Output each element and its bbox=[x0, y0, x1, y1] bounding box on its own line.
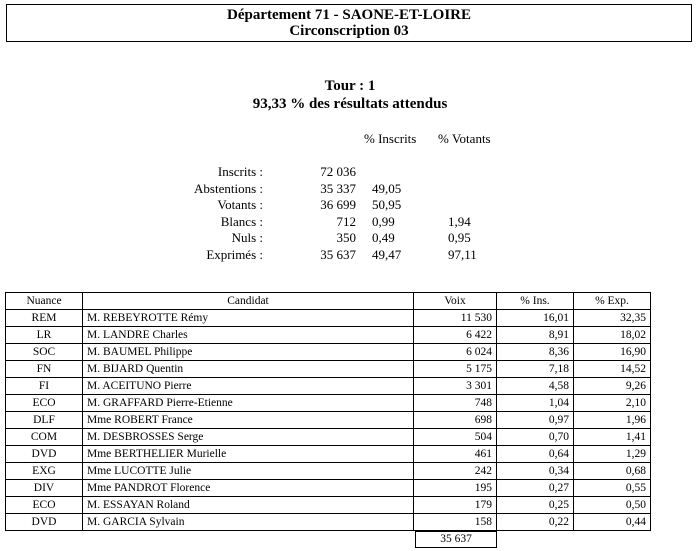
cell-pct-ins: 0,22 bbox=[497, 514, 574, 531]
cell-voix: 748 bbox=[414, 395, 497, 412]
stat-pct-inscrits: 50,95 bbox=[372, 197, 402, 212]
cell-pct-ins: 16,01 bbox=[497, 310, 574, 327]
stat-value: 72 036 bbox=[320, 164, 356, 179]
table-row bbox=[6, 463, 651, 480]
cell-candidat: Mme BERTHELIER Murielle bbox=[83, 446, 414, 463]
table-row bbox=[6, 514, 651, 531]
cell-voix: 6 422 bbox=[414, 327, 497, 344]
results-header-row bbox=[6, 293, 651, 310]
cell-voix: 179 bbox=[414, 497, 497, 514]
table-row bbox=[6, 480, 651, 497]
results-table bbox=[5, 292, 651, 531]
header-voix: Voix bbox=[414, 293, 497, 310]
table-row bbox=[6, 378, 651, 395]
stat-value: 712 bbox=[336, 213, 356, 229]
cell-nuance: LR bbox=[6, 327, 83, 344]
cell-pct-exp: 0,55 bbox=[574, 480, 651, 497]
cell-pct-exp: 1,41 bbox=[574, 429, 651, 446]
cell-voix: 3 301 bbox=[414, 378, 497, 395]
stat-value: 35 637 bbox=[320, 246, 356, 262]
table-row bbox=[6, 395, 651, 412]
cell-pct-exp: 18,02 bbox=[574, 327, 651, 344]
cell-voix: 6 024 bbox=[414, 344, 497, 361]
table-row bbox=[6, 361, 651, 378]
cell-nuance: EXG bbox=[6, 463, 83, 480]
cell-pct-ins: 1,04 bbox=[497, 395, 574, 412]
col-header-pct-inscrits: % Inscrits bbox=[364, 131, 417, 146]
cell-candidat: M. REBEYROTTE Rémy bbox=[83, 310, 414, 327]
stat-label: Votants : bbox=[217, 197, 263, 212]
cell-voix: 158 bbox=[414, 514, 497, 531]
stat-pct-inscrits: 0,99 bbox=[372, 213, 395, 229]
cell-candidat: M. GRAFFARD Pierre-Etienne bbox=[83, 395, 414, 412]
cell-nuance: ECO bbox=[6, 395, 83, 412]
cell-pct-exp: 32,35 bbox=[574, 310, 651, 327]
cell-pct-ins: 0,70 bbox=[497, 429, 574, 446]
stat-pct-inscrits: 49,05 bbox=[372, 180, 402, 196]
cell-pct-exp: 14,52 bbox=[574, 361, 651, 378]
stat-value: 35 337 bbox=[320, 180, 356, 196]
header-pct-ins: % Ins. bbox=[497, 293, 574, 310]
cell-pct-ins: 4,58 bbox=[497, 378, 574, 395]
cell-candidat: Mme ROBERT France bbox=[83, 412, 414, 429]
stat-label: Exprimés : bbox=[206, 246, 263, 262]
table-row bbox=[6, 310, 651, 327]
cell-pct-exp: 0,44 bbox=[574, 514, 651, 531]
col-header-pct-votants: % Votants bbox=[438, 131, 491, 146]
cell-nuance: SOC bbox=[6, 344, 83, 361]
stat-pct-inscrits: 0,49 bbox=[372, 230, 395, 245]
cell-candidat: M. ESSAYAN Roland bbox=[83, 497, 414, 514]
cell-pct-ins: 8,91 bbox=[497, 327, 574, 344]
cell-pct-exp: 2,10 bbox=[574, 395, 651, 412]
circonscription-title: Circonscription 03 bbox=[289, 23, 409, 39]
cell-pct-ins: 8,36 bbox=[497, 344, 574, 361]
stat-pct-votants: 0,95 bbox=[448, 230, 471, 245]
table-row bbox=[6, 446, 651, 463]
cell-candidat: M. BIJARD Quentin bbox=[83, 361, 414, 378]
cell-candidat: M. BAUMEL Philippe bbox=[83, 344, 414, 361]
cell-candidat: Mme LUCOTTE Julie bbox=[83, 463, 414, 480]
cell-pct-ins: 0,25 bbox=[497, 497, 574, 514]
table-row bbox=[6, 327, 651, 344]
header-nuance: Nuance bbox=[6, 293, 83, 310]
header-pct-exp: % Exp. bbox=[574, 293, 651, 310]
cell-nuance: FI bbox=[6, 378, 83, 395]
cell-candidat: M. ACEITUNO Pierre bbox=[83, 378, 414, 395]
stat-pct-votants: 97,11 bbox=[448, 246, 477, 262]
cell-nuance: REM bbox=[6, 310, 83, 327]
table-row bbox=[6, 497, 651, 514]
cell-candidat: M. LANDRE Charles bbox=[83, 327, 414, 344]
cell-candidat: M. DESBROSSES Serge bbox=[83, 429, 414, 446]
stat-value: 350 bbox=[336, 230, 356, 245]
table-row bbox=[6, 344, 651, 361]
cell-voix: 504 bbox=[414, 429, 497, 446]
cell-nuance: ECO bbox=[6, 497, 83, 514]
cell-pct-ins: 0,97 bbox=[497, 412, 574, 429]
cell-pct-exp: 1,96 bbox=[574, 412, 651, 429]
cell-nuance: DLF bbox=[6, 412, 83, 429]
cell-pct-exp: 1,29 bbox=[574, 446, 651, 463]
cell-voix: 5 175 bbox=[414, 361, 497, 378]
stat-value: 36 699 bbox=[320, 197, 356, 212]
cell-pct-exp: 9,26 bbox=[574, 378, 651, 395]
cell-nuance: DVD bbox=[6, 446, 83, 463]
stat-pct-votants: 1,94 bbox=[448, 213, 471, 229]
cell-candidat: M. GARCIA Sylvain bbox=[83, 514, 414, 531]
cell-nuance: DVD bbox=[6, 514, 83, 531]
cell-voix: 698 bbox=[414, 412, 497, 429]
results-expected: 93,33 % des résultats attendus bbox=[252, 96, 448, 112]
stat-pct-inscrits: 49,47 bbox=[372, 246, 402, 262]
cell-voix: 11 530 bbox=[414, 310, 497, 327]
stat-label: Inscrits : bbox=[217, 164, 263, 179]
table-row bbox=[6, 429, 651, 446]
stat-label: Blancs : bbox=[220, 213, 263, 229]
cell-voix: 242 bbox=[414, 463, 497, 480]
cell-nuance: COM bbox=[6, 429, 83, 446]
total-voix: 35 637 bbox=[415, 531, 497, 548]
cell-pct-ins: 7,18 bbox=[497, 361, 574, 378]
cell-nuance: DIV bbox=[6, 480, 83, 497]
header-candidat: Candidat bbox=[83, 293, 414, 310]
stat-label: Nuls : bbox=[231, 230, 263, 245]
table-row bbox=[6, 412, 651, 429]
cell-voix: 461 bbox=[414, 446, 497, 463]
cell-nuance: FN bbox=[6, 361, 83, 378]
cell-voix: 195 bbox=[414, 480, 497, 497]
cell-pct-ins: 0,64 bbox=[497, 446, 574, 463]
stat-label: Abstentions : bbox=[194, 180, 263, 196]
cell-pct-ins: 0,27 bbox=[497, 480, 574, 497]
cell-pct-exp: 0,68 bbox=[574, 463, 651, 480]
cell-pct-ins: 0,34 bbox=[497, 463, 574, 480]
department-header bbox=[6, 4, 692, 42]
tour-title: Tour : 1 bbox=[324, 78, 376, 94]
cell-candidat: Mme PANDROT Florence bbox=[83, 480, 414, 497]
cell-pct-exp: 0,50 bbox=[574, 497, 651, 514]
department-title: Département 71 - SAONE-ET-LOIRE bbox=[226, 7, 472, 23]
cell-pct-exp: 16,90 bbox=[574, 344, 651, 361]
